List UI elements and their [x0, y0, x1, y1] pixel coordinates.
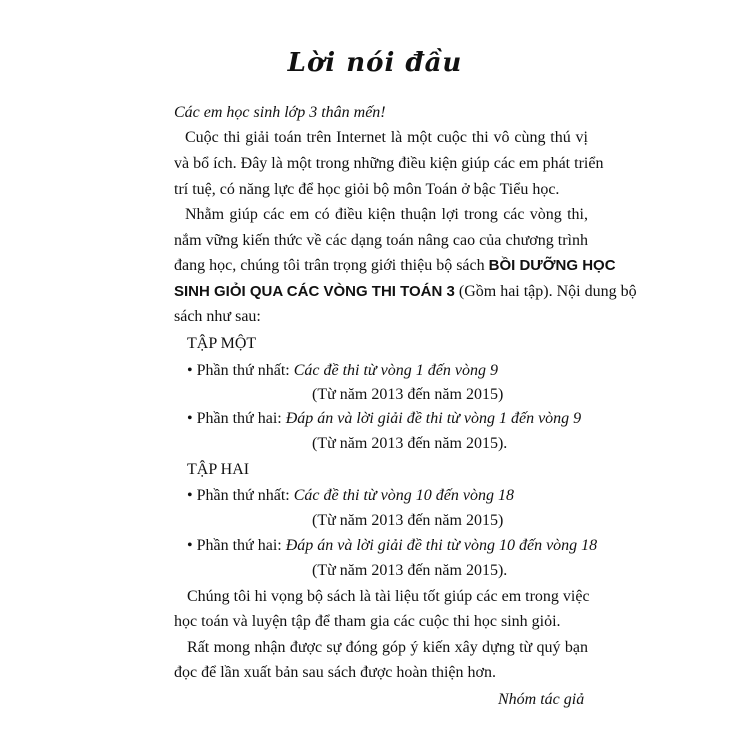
volume1-item2-label: • Phần thứ hai:	[187, 410, 286, 427]
volume1-item1	[187, 361, 498, 381]
para2-line1: Nhằm giúp các em có điều kiện thuận lợi trong các vòng thi,	[185, 206, 588, 223]
para4-line1: Rất mong nhận được sự đóng góp ý kiến xây dựng từ quý bạn	[187, 639, 588, 656]
para2-line2: nắm vững kiến thức về các dạng toán nâng cao của chương trình	[174, 232, 588, 249]
para3-line1: Chúng tôi hi vọng bộ sách là tài liệu tốt giúp các em trong việc	[187, 588, 590, 605]
para2-line4	[174, 282, 637, 302]
volume2-item1-note: (Từ năm 2013 đến năm 2015)	[312, 512, 504, 529]
volume2-item2-label: • Phần thứ hai:	[187, 537, 286, 554]
book-title-part1: BỒI DƯỠNG HỌC	[488, 257, 616, 274]
volume2-heading: TẬP HAI	[187, 461, 250, 478]
volume1-item2-text: Đáp án và lời giải đề thi từ vòng 1 đến vòng 9	[285, 410, 582, 427]
volume2-item2-note: (Từ năm 2013 đến năm 2015).	[312, 562, 508, 579]
volume1-item1-text: Các đề thi từ vòng 1 đến vòng 9	[293, 362, 498, 379]
para1-line3: trí tuệ, có năng lực để học giỏi bộ môn Toán ở bậc Tiểu học.	[174, 181, 560, 198]
greeting: Các em học sinh lớp 3 thân mến!	[174, 104, 386, 121]
volume2-item1-label: • Phần thứ nhất:	[187, 487, 294, 504]
volume1-item2	[187, 409, 581, 429]
volume1-item1-note: (Từ năm 2013 đến năm 2015)	[312, 386, 504, 403]
para2-line3-text: đang học, chúng tôi trân trọng giới thiệu bộ sách	[174, 257, 489, 274]
para3-line2: học toán và luyện tập để tham gia các cuộc thi học sinh giỏi.	[174, 613, 561, 630]
volume1-item1-label: • Phần thứ nhất:	[187, 362, 294, 379]
book-title-part2: SINH GIỎI QUA CÁC VÒNG THI TOÁN 3	[174, 283, 455, 300]
volume2-item1-text: Các đề thi từ vòng 10 đến vòng 18	[293, 487, 514, 504]
signature: Nhóm tác giả	[498, 691, 585, 708]
para2-line3	[174, 256, 616, 276]
para2-line4-text: (Gồm hai tập). Nội dung bộ	[454, 283, 637, 300]
volume1-heading: TẬP MỘT	[187, 335, 257, 352]
volume2-item2	[187, 536, 597, 556]
page-title: Lời nói đầu	[287, 48, 463, 78]
volume1-item2-note: (Từ năm 2013 đến năm 2015).	[312, 435, 508, 452]
para4-line2: đọc để lần xuất bản sau sách được hoàn thiện hơn.	[174, 664, 496, 681]
volume2-item2-text: Đáp án và lời giải đề thi từ vòng 10 đến vòng 18	[285, 537, 598, 554]
para1-line1: Cuộc thi giải toán trên Internet là một cuộc thi vô cùng thú vị	[185, 129, 588, 146]
volume2-item1	[187, 486, 514, 506]
para2-line5: sách như sau:	[174, 308, 261, 325]
para1-line2: và bổ ích. Đây là một trong những điều kiện giúp các em phát triển	[174, 155, 604, 172]
